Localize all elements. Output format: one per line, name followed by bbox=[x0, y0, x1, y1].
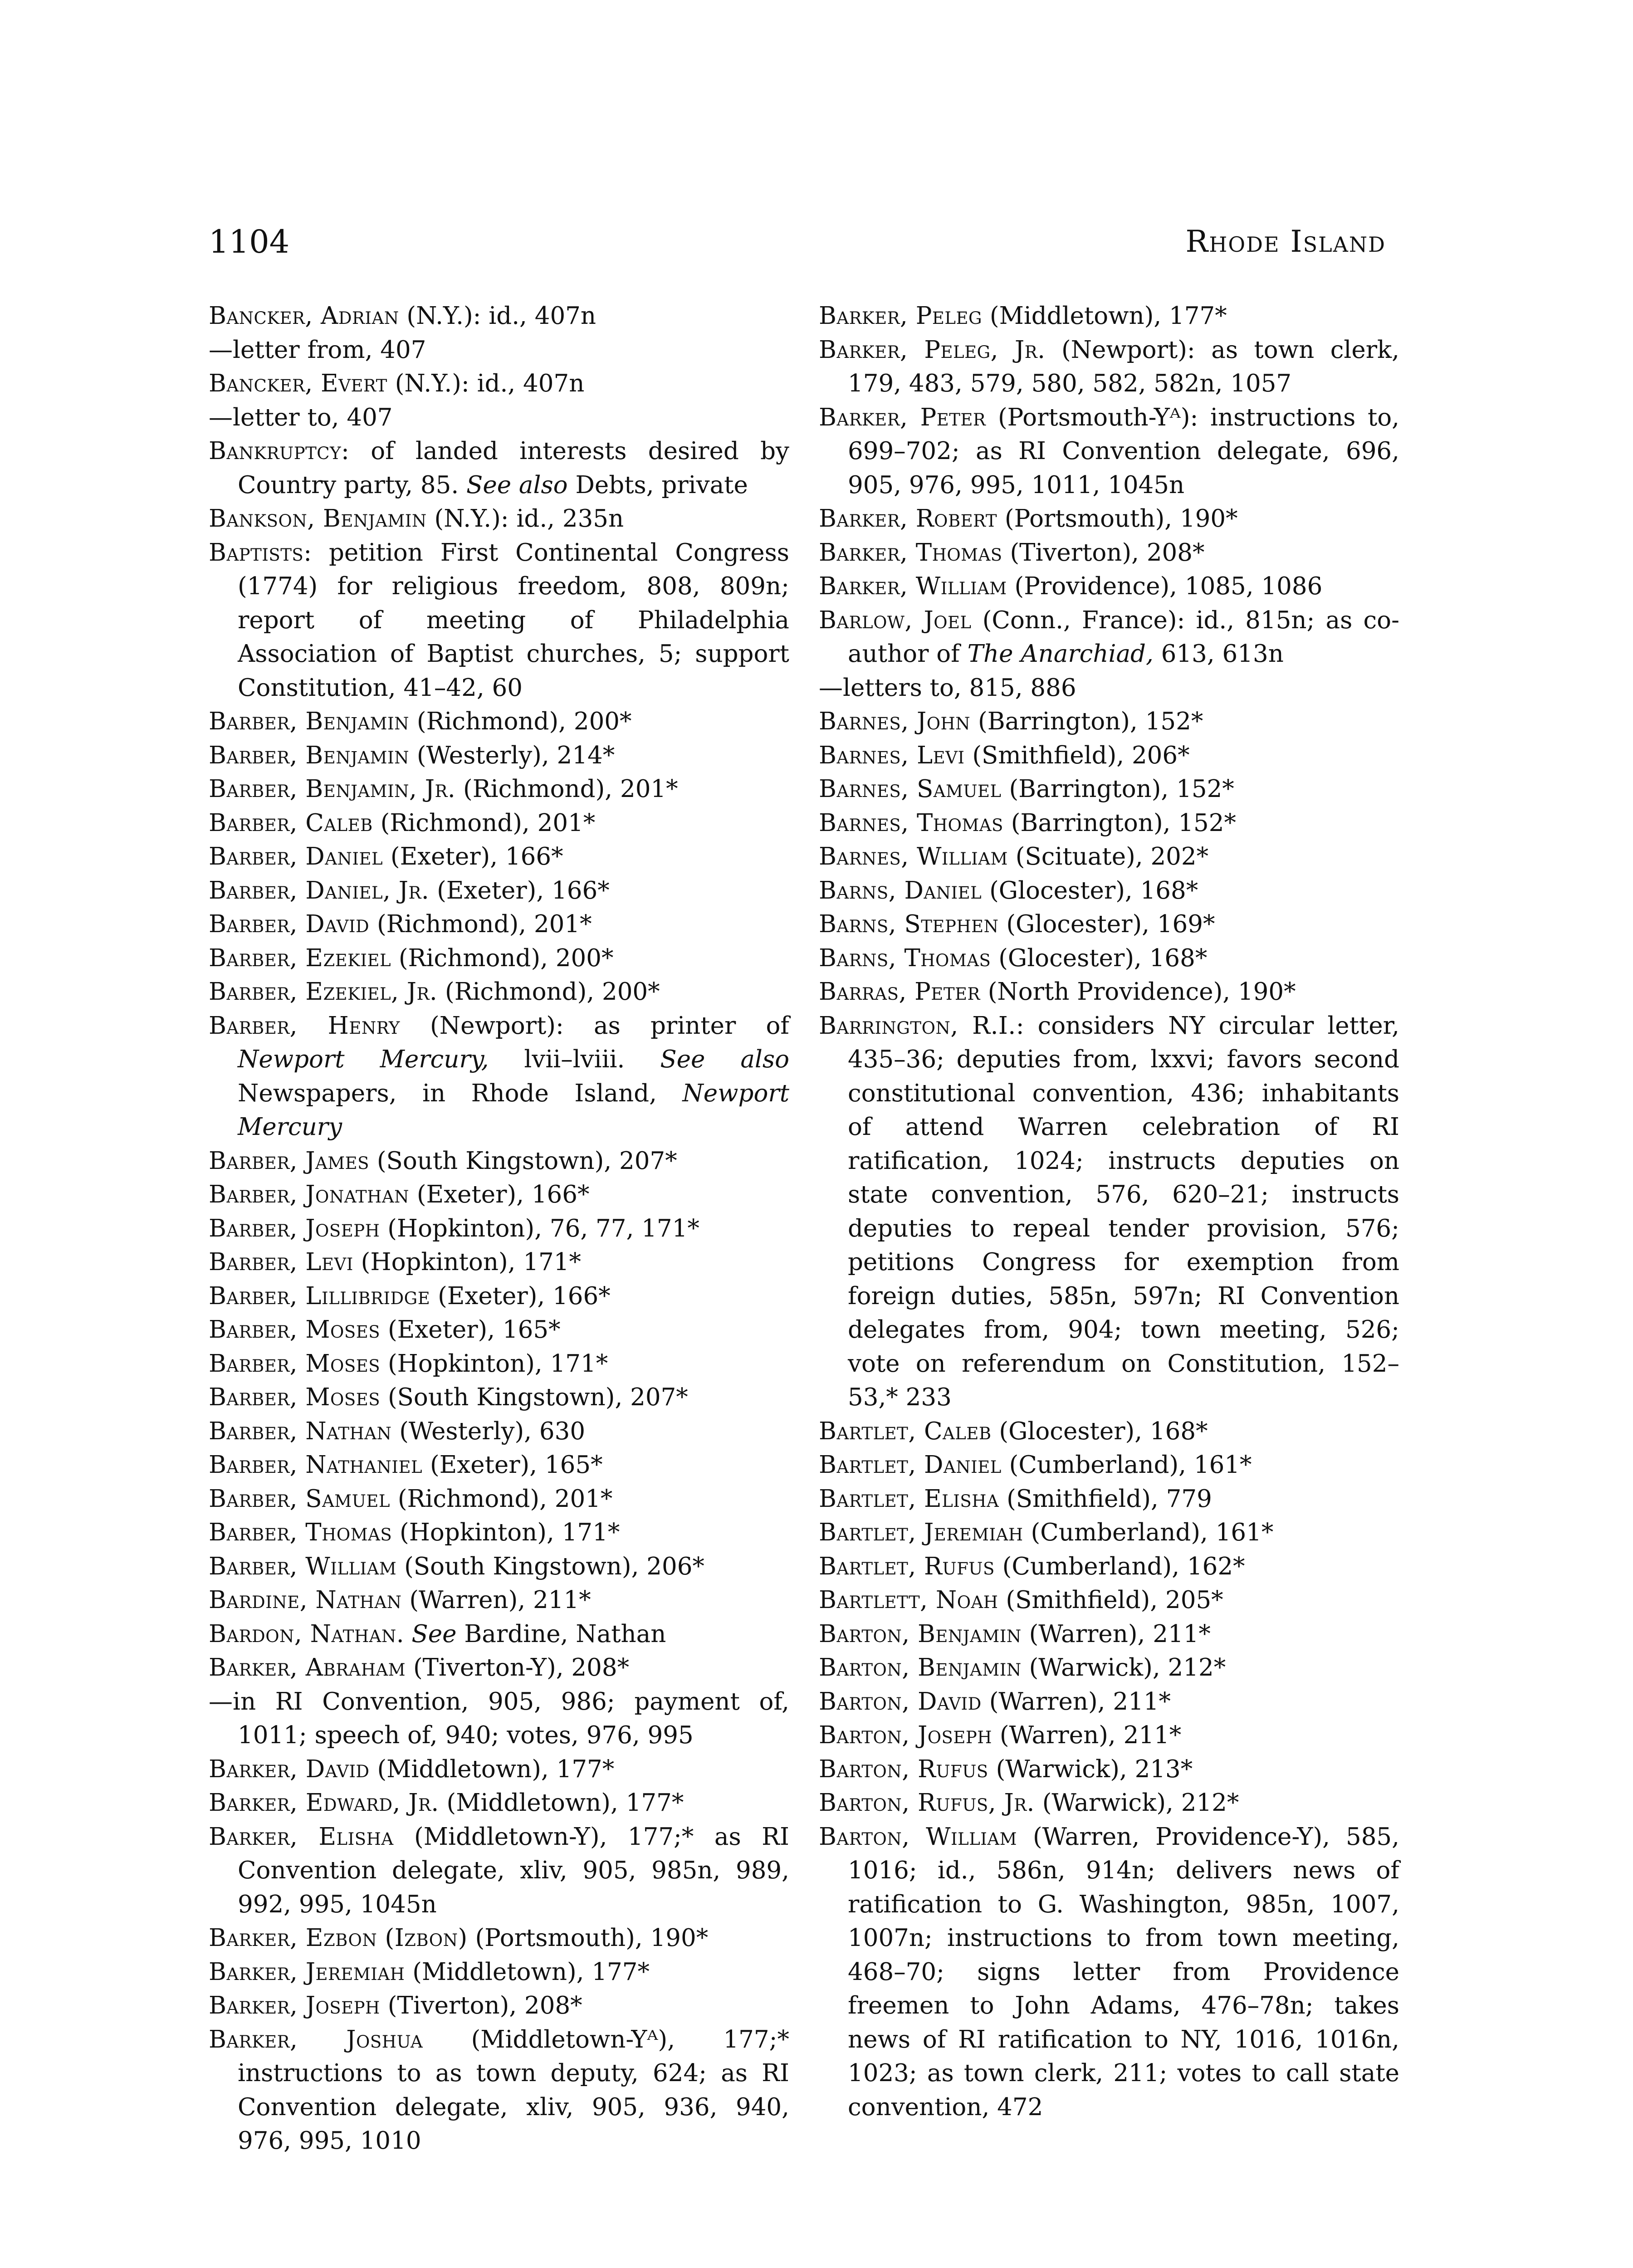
index-entry bbox=[209, 1280, 789, 1314]
index-entry bbox=[819, 1753, 1399, 1787]
index-entry bbox=[819, 908, 1399, 942]
index-text: Newspapers, in Rhode Island, bbox=[238, 1079, 683, 1107]
index-entry bbox=[819, 604, 1399, 671]
index-headword: Bartlet, Caleb bbox=[819, 1417, 992, 1445]
index-entry bbox=[209, 536, 789, 705]
index-text: (Warren), 211* bbox=[1021, 1620, 1211, 1648]
index-headword: Barton, David bbox=[819, 1687, 982, 1716]
index-headword: Barker, Ezbon (Izbon) bbox=[209, 1924, 468, 1952]
index-entry bbox=[209, 874, 789, 908]
index-text: lvii–lviii. bbox=[489, 1046, 660, 1073]
index-text: : petition First Continental Congress (1774) for religious freedom, 808, 809n; report of meeting of Philadelphia Association of Baptist churches, 5; support Constitution, 41–42, 60 bbox=[238, 538, 789, 702]
index-entry bbox=[209, 1618, 789, 1652]
index-text: —letter to, 407 bbox=[209, 403, 393, 431]
index-headword: Barker, Peter bbox=[819, 403, 986, 431]
index-headword: Barber, Ezekiel bbox=[209, 944, 391, 972]
index-italic: See bbox=[411, 1620, 457, 1648]
index-headword: Barber, Thomas bbox=[209, 1519, 392, 1546]
index-entry bbox=[209, 975, 789, 1009]
index-text: (Exeter), 166* bbox=[383, 843, 563, 870]
index-text: (Tiverton), 208* bbox=[1002, 538, 1205, 567]
index-entry bbox=[819, 401, 1399, 503]
index-text: (Tiverton), 208* bbox=[380, 1992, 582, 2019]
index-entry bbox=[209, 1651, 789, 1685]
index-entry bbox=[209, 1381, 789, 1415]
index-entry bbox=[209, 1448, 789, 1482]
index-text: (Richmond), 201* bbox=[369, 910, 592, 938]
index-headword: Bankson, Benjamin bbox=[209, 505, 427, 533]
index-entry bbox=[209, 840, 789, 874]
index-headword: Bartlet, Jeremiah bbox=[819, 1519, 1023, 1546]
index-entry bbox=[209, 1009, 789, 1144]
index-text: (N.Y.): id., 407n bbox=[399, 302, 596, 330]
index-headword: Barker, Peleg bbox=[819, 302, 983, 330]
index-text: (Richmond), 201* bbox=[455, 775, 678, 803]
index-entry bbox=[819, 942, 1399, 976]
index-text: (Warren), 211* bbox=[981, 1687, 1171, 1716]
index-headword: Barker, Joshua bbox=[209, 2025, 423, 2053]
index-headword: Barton, Benjamin bbox=[819, 1620, 1022, 1648]
index-entry bbox=[819, 1618, 1399, 1652]
index-text: (Cumberland), 161* bbox=[1001, 1451, 1252, 1479]
index-headword: Barker, Peleg, Jr. bbox=[819, 336, 1046, 364]
index-entry bbox=[819, 874, 1399, 908]
index-text: —letters to, 815, 886 bbox=[819, 674, 1076, 702]
index-text: (Providence), 1085, 1086 bbox=[1007, 572, 1323, 600]
index-entry bbox=[819, 840, 1399, 874]
index-headword: Bankruptcy bbox=[209, 437, 342, 465]
index-text: (Scituate), 202* bbox=[1007, 843, 1209, 870]
index-headword: Barber, Samuel bbox=[209, 1485, 390, 1513]
index-headword: Barrington, R.I. bbox=[819, 1012, 1016, 1040]
index-entry bbox=[209, 1516, 789, 1550]
index-headword: Barber, Benjamin bbox=[209, 741, 410, 769]
index-text: (Hopkinton), 171* bbox=[380, 1349, 608, 1378]
index-headword: Bardon, Nathan bbox=[209, 1620, 396, 1648]
index-headword: Bancker, Adrian bbox=[209, 302, 399, 330]
index-headword: Barber, James bbox=[209, 1147, 369, 1175]
index-headword: Bartlet, Elisha bbox=[819, 1485, 999, 1513]
index-text: (Glocester), 168* bbox=[982, 876, 1198, 904]
index-headword: Barns, Thomas bbox=[819, 944, 991, 972]
index-entry bbox=[209, 1550, 789, 1584]
index-text: (N.Y.): id., 235n bbox=[426, 505, 624, 533]
index-headword: Barker, William bbox=[819, 572, 1007, 600]
index-entry bbox=[819, 1550, 1399, 1584]
index-headword: Barber, Daniel, Jr. bbox=[209, 876, 430, 904]
index-text: 613, 613n bbox=[1153, 640, 1284, 668]
index-headword: Barber, William bbox=[209, 1552, 397, 1580]
index-text: (Portsmouth-Yᴬ): instructions to, 699–702; as RI Convention delegate, 696, 905, 976, 995, 1011, 1045n bbox=[848, 403, 1400, 499]
index-italic: See also bbox=[466, 471, 568, 499]
index-italic: See also bbox=[660, 1046, 789, 1073]
index-entry bbox=[209, 1415, 789, 1449]
index-entry bbox=[209, 1584, 789, 1618]
index-headword: Barber, Lillibridge bbox=[209, 1282, 430, 1310]
index-headword: Barton, Rufus, Jr. bbox=[819, 1789, 1035, 1817]
index-text: (Cumberland), 162* bbox=[994, 1552, 1245, 1580]
index-column-right bbox=[819, 299, 1399, 2124]
index-entry bbox=[209, 1685, 789, 1753]
index-headword: Bardine, Nathan bbox=[209, 1586, 402, 1614]
index-entry bbox=[819, 1651, 1399, 1685]
index-text: (Richmond), 201* bbox=[372, 809, 596, 837]
index-entry bbox=[819, 1482, 1399, 1516]
page-number: 1104 bbox=[209, 223, 290, 260]
index-text: (Portsmouth), 190* bbox=[997, 505, 1238, 533]
index-text: (Richmond), 200* bbox=[391, 944, 614, 972]
index-entry bbox=[819, 671, 1399, 705]
index-text: (Glocester), 169* bbox=[998, 910, 1215, 938]
index-text: (Cumberland), 161* bbox=[1023, 1519, 1274, 1546]
index-text: : considers NY circular letter, 435–36; deputies from, lxxvi; favors second constitutional convention, 436; inhabitants of attend Warren celebration of RI ratification, 1024; instructs deputies on state convention, 576, 620–21; instructs deputies to repeal tender provision, 576; petitions Congress for exemption from foreign duties, 585n, 597n; RI Convention delegates from, 904; town meeting, 526; vote on referendum on Constitution, 152–53,* 233 bbox=[848, 1012, 1399, 1411]
index-entry bbox=[819, 705, 1399, 739]
index-headword: Barber, Daniel bbox=[209, 843, 383, 870]
index-entry bbox=[209, 908, 789, 942]
index-headword: Barber, Levi bbox=[209, 1248, 353, 1276]
index-entry bbox=[209, 942, 789, 976]
index-headword: Barber, Henry bbox=[209, 1012, 400, 1040]
index-headword: Baptists bbox=[209, 538, 304, 567]
index-text: (Middletown), 177* bbox=[405, 1958, 650, 1986]
index-text: : of landed interests desired by Country party, 85. bbox=[238, 437, 789, 499]
index-entry bbox=[819, 1415, 1399, 1449]
index-entry bbox=[209, 1313, 789, 1347]
index-text: (Exeter), 166* bbox=[429, 876, 610, 904]
index-entry bbox=[209, 1347, 789, 1381]
index-headword: Barnes, Samuel bbox=[819, 775, 1002, 803]
index-entry bbox=[209, 1786, 789, 1820]
index-text: (South Kingstown), 207* bbox=[369, 1147, 677, 1175]
index-entry bbox=[819, 807, 1399, 841]
index-headword: Barker, Robert bbox=[819, 505, 997, 533]
index-entry bbox=[209, 807, 789, 841]
index-text: (N.Y.): id., 407n bbox=[387, 370, 585, 397]
index-entry bbox=[209, 1482, 789, 1516]
index-headword: Barras, Peter bbox=[819, 978, 980, 1006]
index-headword: Barber, Caleb bbox=[209, 809, 373, 837]
index-text: . bbox=[396, 1620, 412, 1648]
index-headword: Barber, Moses bbox=[209, 1316, 381, 1344]
index-entry bbox=[819, 1516, 1399, 1550]
index-text: (Barrington), 152* bbox=[1001, 775, 1234, 803]
index-italic: Newport Mercury, bbox=[238, 1046, 489, 1073]
index-headword: Barker, Abraham bbox=[209, 1654, 406, 1681]
index-headword: Barber, David bbox=[209, 910, 370, 938]
index-entry bbox=[209, 2023, 789, 2158]
index-entry bbox=[819, 299, 1399, 333]
index-entry bbox=[209, 1955, 789, 1989]
index-entry bbox=[819, 570, 1399, 604]
index-text: (Middletown), 177* bbox=[439, 1789, 684, 1817]
index-headword: Barnes, John bbox=[819, 708, 971, 735]
index-headword: Bartlett, Noah bbox=[819, 1586, 998, 1614]
index-text: (Exeter), 165* bbox=[380, 1316, 561, 1344]
index-headword: Barber, Moses bbox=[209, 1383, 381, 1411]
index-entry bbox=[209, 1753, 789, 1787]
index-text: —letter from, 407 bbox=[209, 336, 426, 364]
index-entry bbox=[209, 739, 789, 773]
index-text: (South Kingstown), 207* bbox=[380, 1383, 688, 1411]
index-text: (Middletown-Y), 177;* as RI Convention delegate, xliv, 905, 985n, 989, 992, 995, 1045n bbox=[238, 1823, 789, 1918]
index-text: (Tiverton-Y), 208* bbox=[406, 1654, 630, 1681]
index-headword: Bartlet, Daniel bbox=[819, 1451, 1002, 1479]
index-text: Debts, private bbox=[567, 471, 748, 499]
index-entry bbox=[819, 739, 1399, 773]
index-entry bbox=[819, 502, 1399, 536]
index-text: (Conn., France): id., 815n; as co-author of bbox=[848, 606, 1399, 668]
index-text: (Richmond), 201* bbox=[390, 1485, 613, 1513]
index-text: (Exeter), 165* bbox=[422, 1451, 603, 1479]
index-headword: Barber, Nathaniel bbox=[209, 1451, 423, 1479]
index-text: (Westerly), 630 bbox=[391, 1417, 586, 1445]
index-text: (South Kingstown), 206* bbox=[396, 1552, 704, 1580]
index-entry bbox=[819, 1448, 1399, 1482]
index-entry bbox=[209, 1144, 789, 1178]
index-text: (Newport): as town clerk, 179, 483, 579, 580, 582, 582n, 1057 bbox=[848, 336, 1399, 397]
index-text: (Richmond), 200* bbox=[409, 708, 632, 735]
index-headword: Barber, Benjamin, Jr. bbox=[209, 775, 456, 803]
index-headword: Barker, Elisha bbox=[209, 1823, 394, 1851]
index-entry bbox=[819, 1719, 1399, 1753]
index-text: (Westerly), 214* bbox=[409, 741, 615, 769]
index-entry bbox=[819, 1009, 1399, 1415]
index-text: (Exeter), 166* bbox=[430, 1282, 611, 1310]
index-text: (Middletown), 177* bbox=[982, 302, 1227, 330]
index-headword: Bartlet, Rufus bbox=[819, 1552, 995, 1580]
index-entry bbox=[209, 333, 789, 367]
index-text: (Warwick), 212* bbox=[1021, 1654, 1226, 1681]
index-entry bbox=[209, 367, 789, 401]
index-headword: Barker, David bbox=[209, 1755, 370, 1783]
index-text: Bardine, Nathan bbox=[456, 1620, 666, 1648]
index-headword: Barns, Stephen bbox=[819, 910, 999, 938]
index-entry bbox=[819, 1820, 1399, 2125]
index-headword: Barker, Thomas bbox=[819, 538, 1002, 567]
index-text: (Warwick), 212* bbox=[1034, 1789, 1239, 1817]
index-text: (Exeter), 166* bbox=[409, 1181, 590, 1208]
index-text: (Hopkinton), 76, 77, 171* bbox=[380, 1214, 699, 1242]
index-entry bbox=[209, 299, 789, 333]
index-text: (Smithfield), 205* bbox=[998, 1586, 1223, 1614]
index-entry bbox=[819, 1786, 1399, 1820]
index-headword: Barber, Joseph bbox=[209, 1214, 380, 1242]
index-headword: Barnes, Levi bbox=[819, 741, 965, 769]
index-entry bbox=[819, 975, 1399, 1009]
index-text: (Hopkinton), 171* bbox=[353, 1248, 581, 1276]
index-text: (Middletown), 177* bbox=[369, 1755, 615, 1783]
index-entry bbox=[209, 435, 789, 502]
index-headword: Barton, William bbox=[819, 1823, 1017, 1851]
index-text: (Glocester), 168* bbox=[991, 944, 1208, 972]
index-headword: Barber, Moses bbox=[209, 1349, 381, 1378]
index-entry bbox=[209, 1212, 789, 1246]
index-text: (Smithfield), 779 bbox=[999, 1485, 1212, 1513]
index-text: —in RI Convention, 905, 986; payment of, 1011; speech of, 940; votes, 976, 995 bbox=[209, 1687, 789, 1749]
index-italic: Newport Mercury bbox=[238, 1079, 789, 1141]
index-text: (Newport): as printer of bbox=[400, 1012, 790, 1040]
index-column-left bbox=[209, 299, 789, 2158]
index-entry bbox=[819, 772, 1399, 807]
running-head: Rhode Island bbox=[1185, 224, 1386, 259]
index-headword: Barlow, Joel bbox=[819, 606, 972, 634]
index-headword: Barker, Jeremiah bbox=[209, 1958, 405, 1986]
index-headword: Barber, Ezekiel, Jr. bbox=[209, 978, 438, 1006]
index-text: (Portsmouth), 190* bbox=[467, 1924, 709, 1952]
index-entry bbox=[209, 1820, 789, 1922]
index-text: (Middletown-Yᴬ), 177;* instructions to as town deputy, 624; as RI Convention delegate, xliv, 905, 936, 940, 976, 995, 1010 bbox=[238, 2025, 789, 2155]
index-entry bbox=[209, 1921, 789, 1955]
index-headword: Barton, Benjamin bbox=[819, 1654, 1022, 1681]
index-text: (Warren), 211* bbox=[992, 1721, 1182, 1749]
index-headword: Barker, Joseph bbox=[209, 1992, 380, 2019]
index-headword: Barns, Daniel bbox=[819, 876, 982, 904]
index-entry bbox=[819, 536, 1399, 570]
index-entry bbox=[209, 1246, 789, 1280]
index-text: (Warwick), 213* bbox=[988, 1755, 1193, 1783]
index-text: (Warren, Providence-Y), 585, 1016; id., 586n, 914n; delivers news of ratification to G. Washington, 985n, 1007, 1007n; instructions to from town meeting, 468–70; signs letter from Providence freemen to John Adams, 476–78n; takes news of RI ratification to NY, 1016, 1016n, 1023; as town clerk, 211; votes to call state convention, 472 bbox=[848, 1823, 1399, 2121]
index-entry bbox=[209, 1178, 789, 1212]
index-text: (Barrington), 152* bbox=[970, 708, 1203, 735]
index-headword: Barber, Benjamin bbox=[209, 708, 410, 735]
index-text: (Hopkinton), 171* bbox=[392, 1519, 620, 1546]
index-headword: Barber, Jonathan bbox=[209, 1181, 409, 1208]
index-text: (Richmond), 200* bbox=[437, 978, 660, 1006]
index-entry bbox=[209, 502, 789, 536]
index-headword: Barnes, William bbox=[819, 843, 1008, 870]
page-header bbox=[209, 221, 1386, 262]
index-entry bbox=[209, 705, 789, 739]
index-entry bbox=[209, 401, 789, 435]
index-headword: Barnes, Thomas bbox=[819, 809, 1003, 837]
index-entry bbox=[819, 333, 1399, 401]
index-italic: The Anarchiad, bbox=[967, 640, 1154, 668]
index-entry bbox=[209, 772, 789, 807]
index-headword: Barton, Rufus bbox=[819, 1755, 988, 1783]
index-entry bbox=[819, 1584, 1399, 1618]
index-headword: Bancker, Evert bbox=[209, 370, 387, 397]
index-text: (Barrington), 152* bbox=[1003, 809, 1236, 837]
index-headword: Barber, Nathan bbox=[209, 1417, 392, 1445]
index-headword: Barton, Joseph bbox=[819, 1721, 993, 1749]
index-text: (North Providence), 190* bbox=[980, 978, 1296, 1006]
index-text: (Glocester), 168* bbox=[991, 1417, 1208, 1445]
index-entry bbox=[209, 1989, 789, 2023]
index-entry bbox=[819, 1685, 1399, 1719]
index-headword: Barker, Edward, Jr. bbox=[209, 1789, 439, 1817]
index-text: (Warren), 211* bbox=[401, 1586, 591, 1614]
index-text: (Smithfield), 206* bbox=[964, 741, 1190, 769]
